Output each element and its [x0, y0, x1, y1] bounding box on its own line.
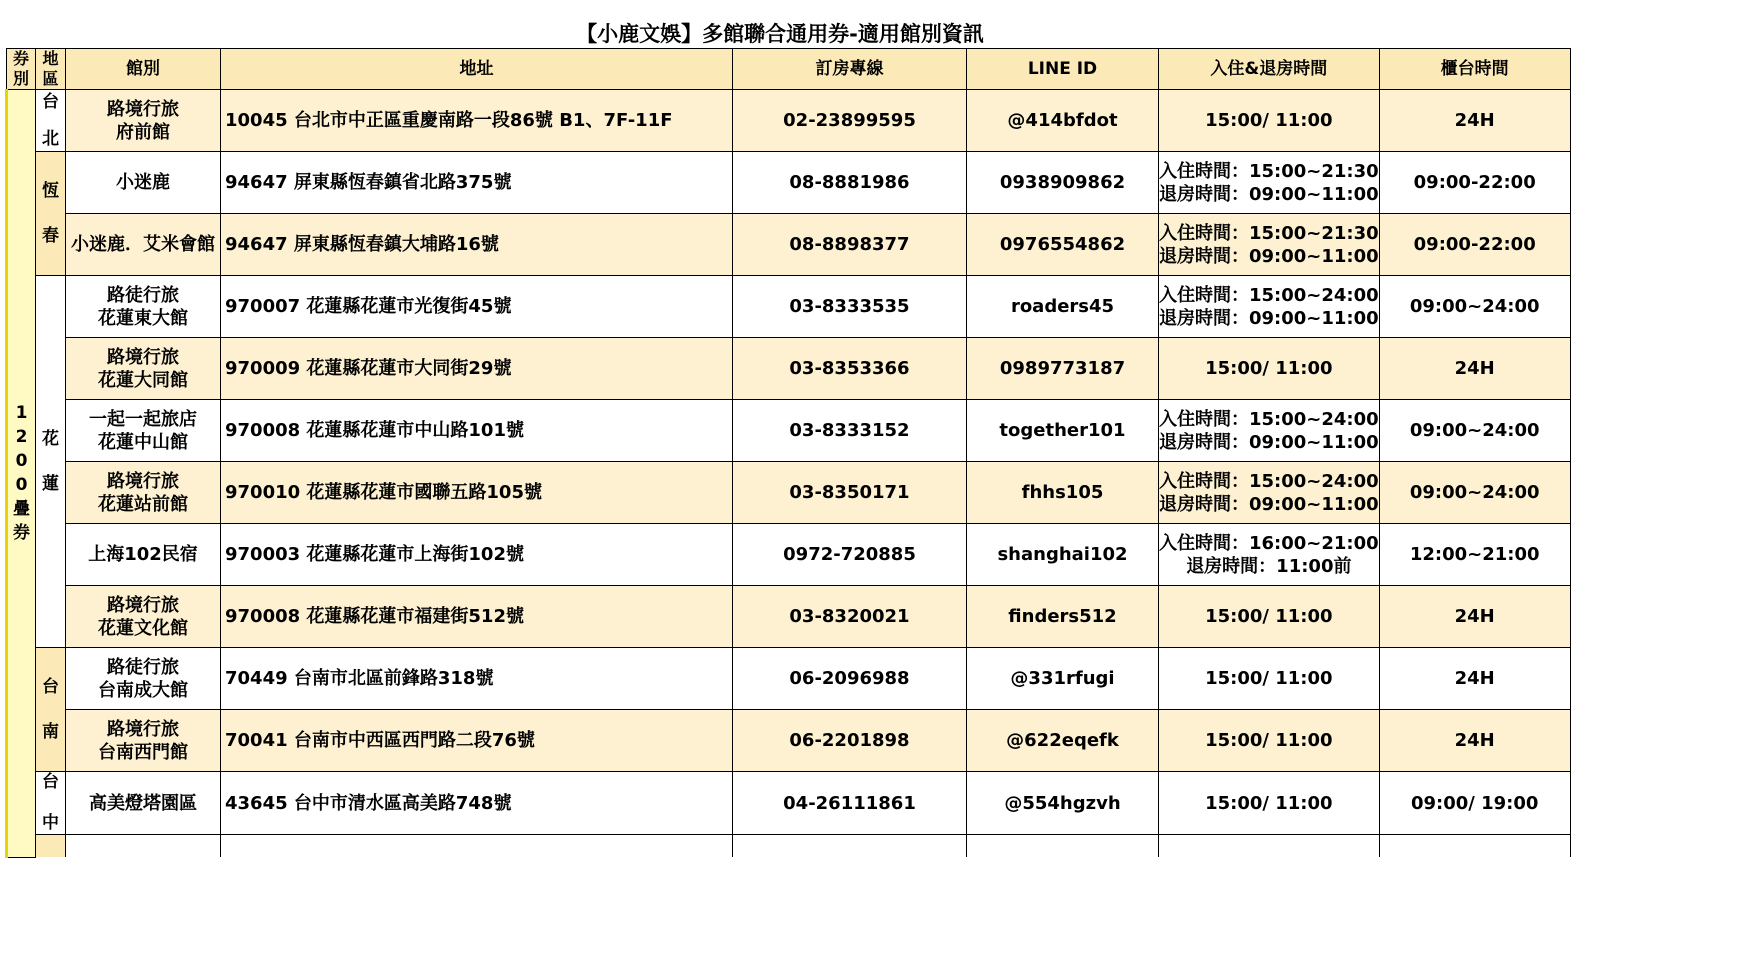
- hotel-name: 路境行旅 花蓮站前館: [66, 462, 221, 524]
- address: 970009 花蓮縣花蓮市大同街29號: [221, 338, 733, 400]
- checkin-checkout: 入住時間：15:00~24:00 退房時間：09:00~11:00: [1159, 400, 1380, 462]
- region-tainan: 台 南: [36, 648, 66, 772]
- cell-partial: [221, 835, 733, 858]
- hotel-name: 上海102民宿: [66, 524, 221, 586]
- address: 970003 花蓮縣花蓮市上海街102號: [221, 524, 733, 586]
- checkin-checkout: 15:00/ 11:00: [1159, 90, 1380, 152]
- region-taipei: 台 北: [36, 90, 66, 152]
- cell-partial: [1159, 835, 1380, 858]
- header-hotel: 館別: [66, 49, 221, 90]
- region-taichung: 台 中: [36, 772, 66, 835]
- phone: 03-8320021: [733, 586, 967, 648]
- line-id: shanghai102: [967, 524, 1159, 586]
- address: 10045 台北市中正區重慶南路一段86號 B1、7F-11F: [221, 90, 733, 152]
- table-row: [7, 152, 1571, 214]
- header-region: 地 區: [36, 49, 66, 90]
- line-id: together101: [967, 400, 1159, 462]
- address: 970007 花蓮縣花蓮市光復街45號: [221, 276, 733, 338]
- table-row: [7, 214, 1571, 276]
- address: 43645 台中市清水區高美路748號: [221, 772, 733, 835]
- phone: 03-8333152: [733, 400, 967, 462]
- table-row: [7, 648, 1571, 710]
- cell-partial: [66, 835, 221, 858]
- phone: 02-23899595: [733, 90, 967, 152]
- checkin-checkout: 15:00/ 11:00: [1159, 338, 1380, 400]
- hotel-name: 路徒行旅 台南成大館: [66, 648, 221, 710]
- line-id: roaders45: [967, 276, 1159, 338]
- counter-hours: 09:00-22:00: [1379, 214, 1570, 276]
- header-phone: 訂房專線: [733, 49, 967, 90]
- coupon-type-cell: 1 2 0 0 疊 券: [7, 90, 36, 858]
- table-row: [7, 524, 1571, 586]
- table-row: [7, 400, 1571, 462]
- region-cell-partial: [36, 835, 66, 858]
- cell-partial: [1379, 835, 1570, 858]
- counter-hours: 09:00~24:00: [1379, 462, 1570, 524]
- counter-hours: 24H: [1379, 338, 1570, 400]
- hotel-name: 路境行旅 花蓮大同館: [66, 338, 221, 400]
- address: 970008 花蓮縣花蓮市福建街512號: [221, 586, 733, 648]
- line-id: @414bfdot: [967, 90, 1159, 152]
- hotel-name: 高美燈塔園區: [66, 772, 221, 835]
- address: 94647 屏東縣恆春鎮省北路375號: [221, 152, 733, 214]
- table-row: [7, 586, 1571, 648]
- line-id: 0989773187: [967, 338, 1159, 400]
- hotel-name: 路境行旅 台南西門館: [66, 710, 221, 772]
- counter-hours: 12:00~21:00: [1379, 524, 1570, 586]
- hotel-name: 一起一起旅店 花蓮中山館: [66, 400, 221, 462]
- table-row: [7, 772, 1571, 835]
- table-row: [7, 276, 1571, 338]
- phone: 03-8353366: [733, 338, 967, 400]
- counter-hours: 09:00~24:00: [1379, 276, 1570, 338]
- cell-partial: [733, 835, 967, 858]
- checkin-checkout: 入住時間：15:00~24:00 退房時間：09:00~11:00: [1159, 462, 1380, 524]
- region-hengchun: 恆 春: [36, 152, 66, 276]
- table-row: [7, 90, 1571, 152]
- hotel-name: 路境行旅 花蓮文化館: [66, 586, 221, 648]
- counter-hours: 24H: [1379, 90, 1570, 152]
- region-hualien: 花 蓮: [36, 276, 66, 648]
- page-title: 【小鹿文娛】多館聯合通用券-適用館別資訊: [576, 22, 984, 46]
- phone: 03-8333535: [733, 276, 967, 338]
- counter-hours: 09:00-22:00: [1379, 152, 1570, 214]
- counter-hours: 24H: [1379, 710, 1570, 772]
- checkin-checkout: 15:00/ 11:00: [1159, 586, 1380, 648]
- counter-hours: 09:00~24:00: [1379, 400, 1570, 462]
- address: 970010 花蓮縣花蓮市國聯五路105號: [221, 462, 733, 524]
- address: 94647 屏東縣恆春鎮大埔路16號: [221, 214, 733, 276]
- phone: 04-26111861: [733, 772, 967, 835]
- counter-hours: 24H: [1379, 586, 1570, 648]
- table-row: [7, 462, 1571, 524]
- line-id: finders512: [967, 586, 1159, 648]
- line-id: @622eqefk: [967, 710, 1159, 772]
- checkin-checkout: 15:00/ 11:00: [1159, 772, 1380, 835]
- address: 970008 花蓮縣花蓮市中山路101號: [221, 400, 733, 462]
- header-checkin-checkout: 入住&退房時間: [1159, 49, 1380, 90]
- checkin-checkout: 入住時間：15:00~21:30 退房時間：09:00~11:00: [1159, 152, 1380, 214]
- hotel-name: 路徒行旅 花蓮東大館: [66, 276, 221, 338]
- line-id: @331rfugi: [967, 648, 1159, 710]
- line-id: 0976554862: [967, 214, 1159, 276]
- header-counter-hours: 櫃台時間: [1379, 49, 1570, 90]
- address: 70041 台南市中西區西門路二段76號: [221, 710, 733, 772]
- checkin-checkout: 入住時間：15:00~24:00 退房時間：09:00~11:00: [1159, 276, 1380, 338]
- phone: 06-2201898: [733, 710, 967, 772]
- header-row: [7, 49, 1571, 90]
- header-address: 地址: [221, 49, 733, 90]
- cell-partial: [967, 835, 1159, 858]
- line-id: 0938909862: [967, 152, 1159, 214]
- counter-hours: 09:00/ 19:00: [1379, 772, 1570, 835]
- table-row: [7, 710, 1571, 772]
- hotel-name: 小迷鹿．艾米會館: [66, 214, 221, 276]
- table-row-partial: [7, 835, 1571, 858]
- header-line-id: LINE ID: [967, 49, 1159, 90]
- header-coupon-type: 券 別: [7, 49, 36, 90]
- checkin-checkout: 入住時間：16:00~21:00 退房時間：11:00前: [1159, 524, 1380, 586]
- phone: 08-8898377: [733, 214, 967, 276]
- checkin-checkout: 入住時間：15:00~21:30 退房時間：09:00~11:00: [1159, 214, 1380, 276]
- phone: 08-8881986: [733, 152, 967, 214]
- phone: 06-2096988: [733, 648, 967, 710]
- checkin-checkout: 15:00/ 11:00: [1159, 648, 1380, 710]
- table-row: [7, 338, 1571, 400]
- phone: 03-8350171: [733, 462, 967, 524]
- phone: 0972-720885: [733, 524, 967, 586]
- hotel-name: 小迷鹿: [66, 152, 221, 214]
- line-id: fhhs105: [967, 462, 1159, 524]
- address: 70449 台南市北區前鋒路318號: [221, 648, 733, 710]
- counter-hours: 24H: [1379, 648, 1570, 710]
- hotel-name: 路境行旅 府前館: [66, 90, 221, 152]
- checkin-checkout: 15:00/ 11:00: [1159, 710, 1380, 772]
- hotel-table: [5, 48, 1571, 858]
- line-id: @554hgzvh: [967, 772, 1159, 835]
